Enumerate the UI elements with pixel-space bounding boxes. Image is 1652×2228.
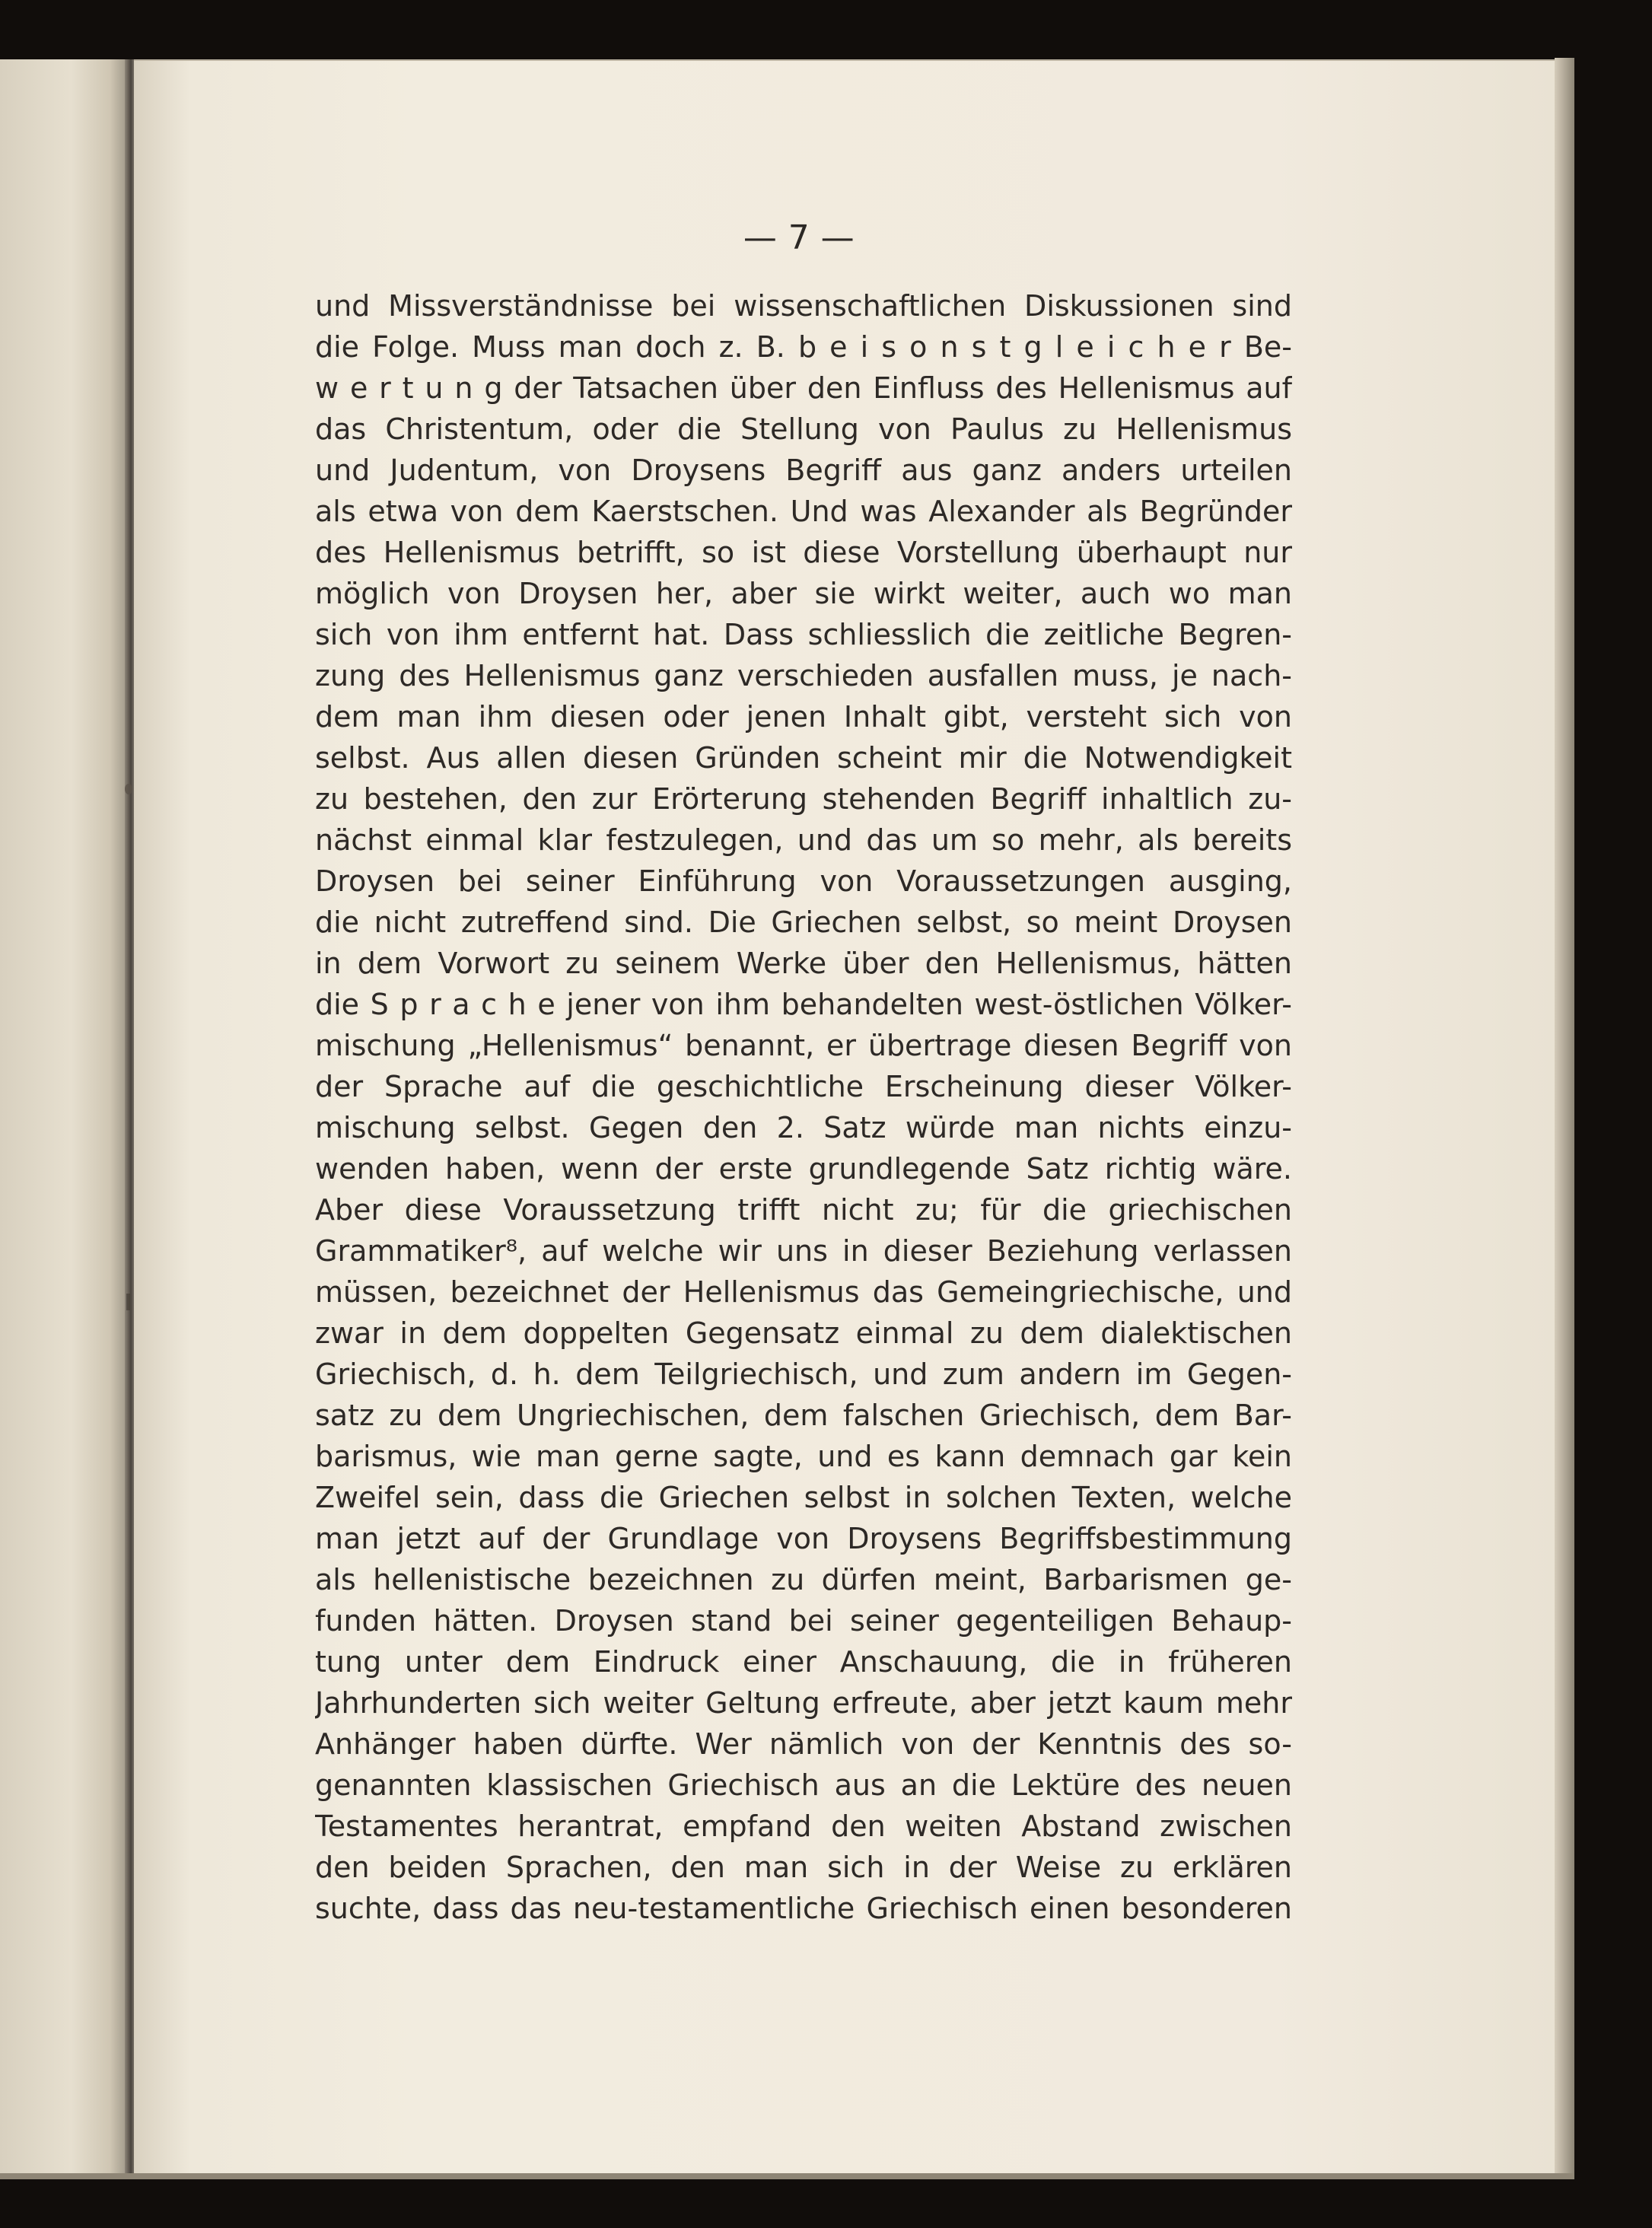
text-line: der Sprache auf die geschichtliche Erscheinung dieser Völker- xyxy=(315,1070,1292,1103)
page-number: — 7 — xyxy=(743,218,855,257)
text-line: mischung „Hellenismus“ benannt, er übertrage diesen Begriff von xyxy=(315,1029,1292,1062)
text-line: und Judentum, von Droysens Begriff aus ganz anders urteilen xyxy=(315,454,1292,487)
paper-mark xyxy=(126,1294,130,1310)
body-text xyxy=(315,285,1292,1929)
text-line: die Folge. Muss man doch z. B. b e i s o n s t g l e i c h e r Be- xyxy=(315,330,1292,364)
text-line: Griechisch, d. h. dem Teilgriechisch, und zum andern im Gegen- xyxy=(315,1357,1292,1391)
text-line: mischung selbst. Gegen den 2. Satz würde man nichts einzu- xyxy=(315,1111,1292,1144)
text-line: barismus, wie man gerne sagte, und es kann demnach gar kein xyxy=(315,1440,1292,1473)
text-line: in dem Vorwort zu seinem Werke über den Hellenismus, hätten xyxy=(315,947,1292,980)
text-line: satz zu dem Ungriechischen, dem falschen Griechisch, dem Bar- xyxy=(315,1399,1292,1432)
text-line: selbst. Aus allen diesen Gründen scheint mir die Notwendigkeit xyxy=(315,741,1292,775)
text-line: man jetzt auf der Grundlage von Droysens Begriffsbestimmung xyxy=(315,1522,1292,1555)
text-line: Droysen bei seiner Einführung von Voraussetzungen ausging, xyxy=(315,864,1292,898)
text-line: die nicht zutreffend sind. Die Griechen selbst, so meint Droysen xyxy=(315,906,1292,939)
left-page-edge xyxy=(0,59,129,2175)
text-line: genannten klassischen Griechisch aus an die Lektüre des neuen xyxy=(315,1768,1292,1802)
text-line: zung des Hellenismus ganz verschieden ausfallen muss, je nach- xyxy=(315,659,1292,692)
text-line: Grammatiker⁸, auf welche wir uns in dieser Beziehung verlassen xyxy=(315,1234,1292,1268)
text-line: zwar in dem doppelten Gegensatz einmal zu dem dialektischen xyxy=(315,1316,1292,1350)
text-line: sich von ihm entfernt hat. Dass schliesslich die zeitliche Begren- xyxy=(315,618,1292,651)
text-line: das Christentum, oder die Stellung von Paulus zu Hellenismus xyxy=(315,412,1292,446)
text-line: als hellenistische bezeichnen zu dürfen meint, Barbarismen ge- xyxy=(315,1563,1292,1596)
page-stack-edge xyxy=(1555,58,1574,2173)
page-bottom-edge xyxy=(0,2173,1574,2179)
text-line: suchte, dass das neu-testamentliche Griechisch einen besonderen xyxy=(315,1892,1292,1925)
text-line: tung unter dem Eindruck einer Anschauung, die in früheren xyxy=(315,1645,1292,1679)
text-line: und Missverständnisse bei wissenschaftlichen Diskussionen sind xyxy=(315,289,1292,323)
text-line: müssen, bezeichnet der Hellenismus das Gemeingriechische, und xyxy=(315,1275,1292,1309)
text-line: den beiden Sprachen, den man sich in der Weise zu erklären xyxy=(315,1851,1292,1884)
text-line: Anhänger haben dürfte. Wer nämlich von der Kenntnis des so- xyxy=(315,1727,1292,1761)
text-line: dem man ihm diesen oder jenen Inhalt gibt, versteht sich von xyxy=(315,700,1292,734)
text-line: möglich von Droysen her, aber sie wirkt weiter, auch wo man xyxy=(315,577,1292,610)
text-line: nächst einmal klar festzulegen, und das um so mehr, als bereits xyxy=(315,823,1292,857)
text-line: des Hellenismus betrifft, so ist diese Vorstellung überhaupt nur xyxy=(315,536,1292,569)
text-line: Testamentes herantrat, empfand den weiten Abstand zwischen xyxy=(315,1809,1292,1843)
text-line: Aber diese Voraussetzung trifft nicht zu; für die griechischen xyxy=(315,1193,1292,1227)
text-line: w e r t u n g der Tatsachen über den Einfluss des Hellenismus auf xyxy=(315,371,1292,405)
text-line: funden hätten. Droysen stand bei seiner gegenteiligen Behaup- xyxy=(315,1604,1292,1638)
text-line: Zweifel sein, dass die Griechen selbst in solchen Texten, welche xyxy=(315,1481,1292,1514)
text-line: die S p r a c h e jener von ihm behandelten west-östlichen Völker- xyxy=(315,988,1292,1021)
text-line: wenden haben, wenn der erste grundlegende Satz richtig wäre. xyxy=(315,1152,1292,1186)
text-line: Jahrhunderten sich weiter Geltung erfreute, aber jetzt kaum mehr xyxy=(315,1686,1292,1720)
text-line: als etwa von dem Kaerstschen. Und was Alexander als Begründer xyxy=(315,495,1292,528)
paper-mark xyxy=(125,784,132,794)
text-line: zu bestehen, den zur Erörterung stehenden Begriff inhaltlich zu- xyxy=(315,782,1292,816)
